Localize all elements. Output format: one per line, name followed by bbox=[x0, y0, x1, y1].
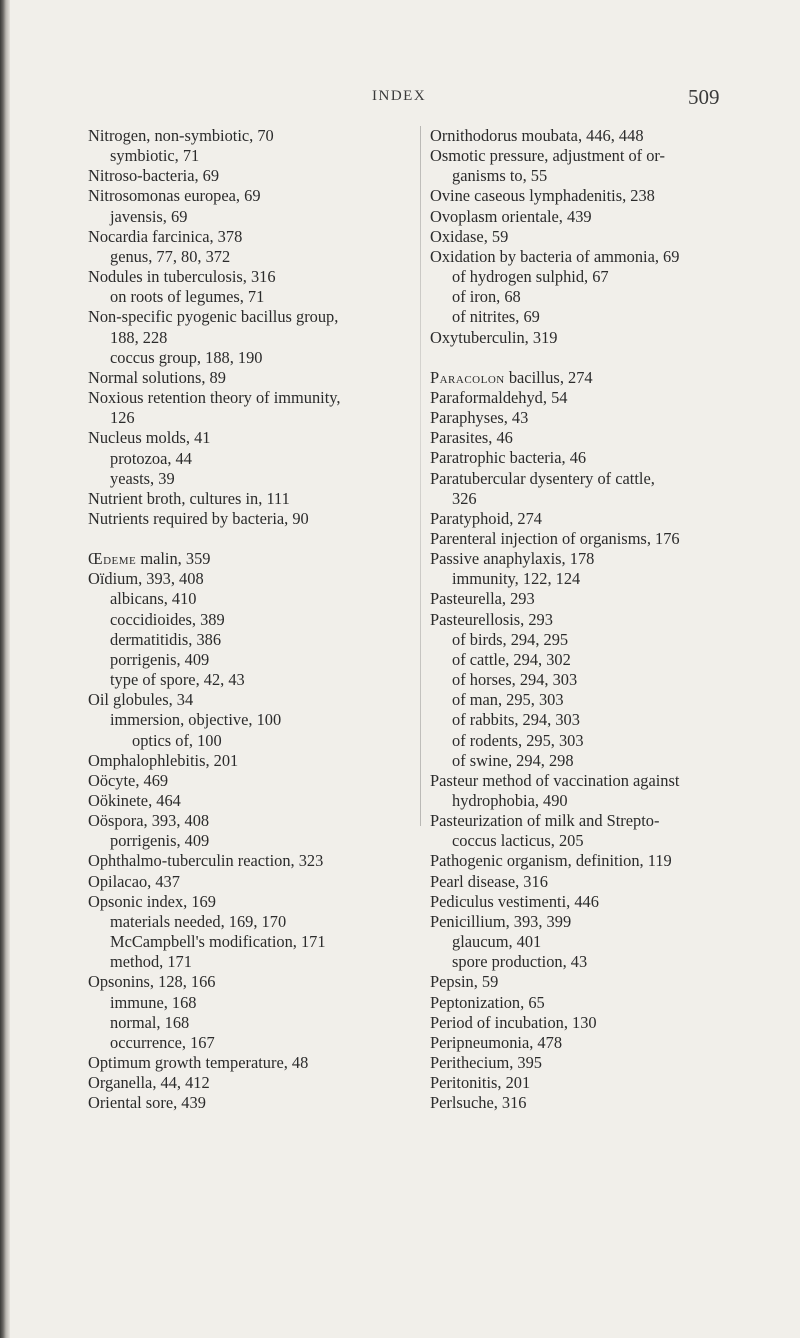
index-entry: Oil globules, 34 bbox=[88, 690, 194, 710]
running-header bbox=[0, 85, 800, 112]
index-subentry: dermatitidis, 386 bbox=[110, 629, 222, 649]
index-entry: Nutrient broth, cultures in, 111 bbox=[88, 488, 290, 508]
index-entry: Peritonitis, 201 bbox=[430, 1073, 531, 1093]
index-subentry: protozoa, 44 bbox=[110, 448, 192, 468]
index-subentry: materials needed, 169, 170 bbox=[110, 911, 287, 931]
index-entry: Oïdium, 393, 408 bbox=[88, 569, 204, 589]
index-entry: Omphalophlebitis, 201 bbox=[88, 750, 239, 770]
index-subentry: method, 171 bbox=[110, 952, 192, 972]
index-subentry: normal, 168 bbox=[110, 1012, 190, 1032]
index-subentry: albicans, 410 bbox=[110, 589, 197, 609]
index-column-right bbox=[430, 126, 766, 1114]
index-subentry: McCampbell's modification, 171 bbox=[110, 932, 326, 952]
index-entry: Parenteral injection of organisms, 176 bbox=[430, 528, 680, 548]
index-entry: Oxidase, 59 bbox=[430, 226, 509, 246]
index-entry: Paratyphoid, 274 bbox=[430, 508, 542, 528]
section-initial-word: Paracolon bbox=[430, 367, 505, 387]
index-entry: Nitroso-bacteria, 69 bbox=[88, 166, 220, 186]
index-subentry: coccidioides, 389 bbox=[110, 609, 225, 629]
section-gap bbox=[430, 348, 766, 368]
index-entry bbox=[88, 549, 433, 569]
index-subentry: glaucum, 401 bbox=[452, 932, 542, 952]
index-entry: Oxidation by bacteria of ammonia, 69 bbox=[430, 246, 680, 266]
index-subentry: of hydrogen sulphid, 67 bbox=[452, 267, 609, 287]
index-subentry: of iron, 68 bbox=[452, 287, 521, 307]
index-entry: Oöcyte, 469 bbox=[88, 770, 169, 790]
index-entry: Pepsin, 59 bbox=[430, 972, 499, 992]
index-entry: Oöspora, 393, 408 bbox=[88, 811, 210, 831]
index-entry: Passive anaphylaxis, 178 bbox=[430, 549, 595, 569]
index-subentry: of horses, 294, 303 bbox=[452, 670, 578, 690]
page-number: 509 bbox=[688, 85, 720, 109]
index-subentry: on roots of legumes, 71 bbox=[110, 287, 265, 307]
index-entry: Pearl disease, 316 bbox=[430, 871, 548, 891]
index-entry: Nutrients required by bacteria, 90 bbox=[88, 508, 309, 528]
index-entry: Nodules in tuberculosis, 316 bbox=[88, 267, 276, 287]
index-subentry: occurrence, 167 bbox=[110, 1032, 215, 1052]
index-entry-text: bacillus, 274 bbox=[504, 367, 593, 387]
index-subentry: of birds, 294, 295 bbox=[452, 629, 569, 649]
index-subentry: of man, 295, 303 bbox=[452, 690, 564, 710]
index-subentry: javensis, 69 bbox=[110, 206, 188, 226]
index-entry-continuation: coccus lacticus, 205 bbox=[452, 831, 584, 851]
index-subentry: immune, 168 bbox=[110, 992, 197, 1012]
index-entry: Nocardia farcinica, 378 bbox=[88, 226, 243, 246]
index-column-left bbox=[88, 126, 433, 1114]
index-entry: Parasites, 46 bbox=[430, 428, 513, 448]
index-entry: Non-specific pyogenic bacillus group, bbox=[88, 307, 339, 327]
index-entry: Ornithodorus moubata, 446, 448 bbox=[430, 126, 644, 145]
index-entry: Paraphyses, 43 bbox=[430, 408, 529, 428]
index-entry: Oökinete, 464 bbox=[88, 791, 181, 810]
index-subentry: yeasts, 39 bbox=[110, 468, 175, 488]
index-subentry: porrigenis, 409 bbox=[110, 831, 210, 851]
index-entry-continuation: ganisms to, 55 bbox=[452, 166, 548, 186]
index-entry: Oriental sore, 439 bbox=[88, 1093, 206, 1113]
index-entry-continuation: 126 bbox=[110, 408, 135, 428]
index-subentry: coccus group, 188, 190 bbox=[110, 347, 263, 367]
header-title: INDEX bbox=[372, 88, 427, 104]
index-subentry: spore production, 43 bbox=[452, 952, 588, 972]
index-subentry: symbiotic, 71 bbox=[110, 146, 200, 166]
index-entry: Opilacao, 437 bbox=[88, 871, 180, 891]
index-entry: Paratubercular dysentery of cattle, bbox=[430, 468, 655, 488]
index-entry-text: malin, 359 bbox=[136, 549, 211, 569]
index-entry: Opsonins, 128, 166 bbox=[88, 972, 216, 992]
index-entry-continuation: 188, 228 bbox=[110, 327, 168, 347]
index-entry: Osmotic pressure, adjustment of or- bbox=[430, 146, 666, 166]
index-entry: Paraformaldehyd, 54 bbox=[430, 387, 568, 407]
index-entry: Pediculus vestimenti, 446 bbox=[430, 891, 599, 911]
index-entry-continuation: 326 bbox=[452, 488, 477, 508]
index-entry: Perithecium, 395 bbox=[430, 1053, 542, 1073]
index-entry: Pasteurization of milk and Strepto- bbox=[430, 811, 660, 831]
index-subentry: immunity, 122, 124 bbox=[452, 569, 581, 589]
index-subentry: of swine, 294, 298 bbox=[452, 750, 574, 770]
index-entry: Pasteur method of vaccination against bbox=[430, 770, 680, 790]
index-entry: Noxious retention theory of immunity, bbox=[88, 388, 341, 408]
index-entry: Paratrophic bacteria, 46 bbox=[430, 448, 587, 468]
index-entry: Optimum growth temperature, 48 bbox=[88, 1053, 309, 1073]
index-entry: Nucleus molds, 41 bbox=[88, 428, 211, 448]
index-entry: Pasteurella, 293 bbox=[430, 589, 535, 609]
index-entry: Organella, 44, 412 bbox=[88, 1073, 210, 1093]
index-subentry: porrigenis, 409 bbox=[110, 649, 210, 669]
index-entry: Pasteurellosis, 293 bbox=[430, 609, 553, 629]
index-entry: Nitrosomonas europea, 69 bbox=[88, 186, 261, 206]
index-entry: Penicillium, 393, 399 bbox=[430, 911, 572, 931]
index-entry: Ovoplasm orientale, 439 bbox=[430, 206, 592, 226]
index-subentry: type of spore, 42, 43 bbox=[110, 670, 245, 690]
column-divider bbox=[420, 126, 421, 826]
section-initial-word: Œdeme bbox=[88, 549, 137, 569]
index-subentry: of cattle, 294, 302 bbox=[452, 649, 571, 669]
index-subentry: of nitrites, 69 bbox=[452, 307, 540, 327]
index-subentry: of rabbits, 294, 303 bbox=[452, 710, 580, 730]
index-entry: Nitrogen, non-symbiotic, 70 bbox=[88, 126, 274, 145]
index-subsubentry: optics of, 100 bbox=[132, 730, 222, 750]
index-entry: Opsonic index, 169 bbox=[88, 891, 216, 911]
index-entry: Ophthalmo-tuberculin reaction, 323 bbox=[88, 851, 324, 871]
index-entry: Period of incubation, 130 bbox=[430, 1012, 597, 1032]
index-entry: Ovine caseous lymphadenitis, 238 bbox=[430, 186, 655, 206]
index-subentry: genus, 77, 80, 372 bbox=[110, 246, 231, 266]
section-gap bbox=[88, 529, 433, 549]
index-entry: Pathogenic organism, definition, 119 bbox=[430, 851, 672, 871]
index-entry bbox=[430, 368, 766, 388]
index-entry: Peripneumonia, 478 bbox=[430, 1032, 563, 1052]
index-entry: Normal solutions, 89 bbox=[88, 367, 226, 387]
index-entry: Perlsuche, 316 bbox=[430, 1093, 527, 1113]
index-subentry: immersion, objective, 100 bbox=[110, 710, 282, 730]
index-entry: Peptonization, 65 bbox=[430, 992, 545, 1012]
index-entry: Oxytuberculin, 319 bbox=[430, 327, 558, 347]
index-subentry: of rodents, 295, 303 bbox=[452, 730, 584, 750]
index-entry-continuation: hydrophobia, 490 bbox=[452, 791, 568, 810]
